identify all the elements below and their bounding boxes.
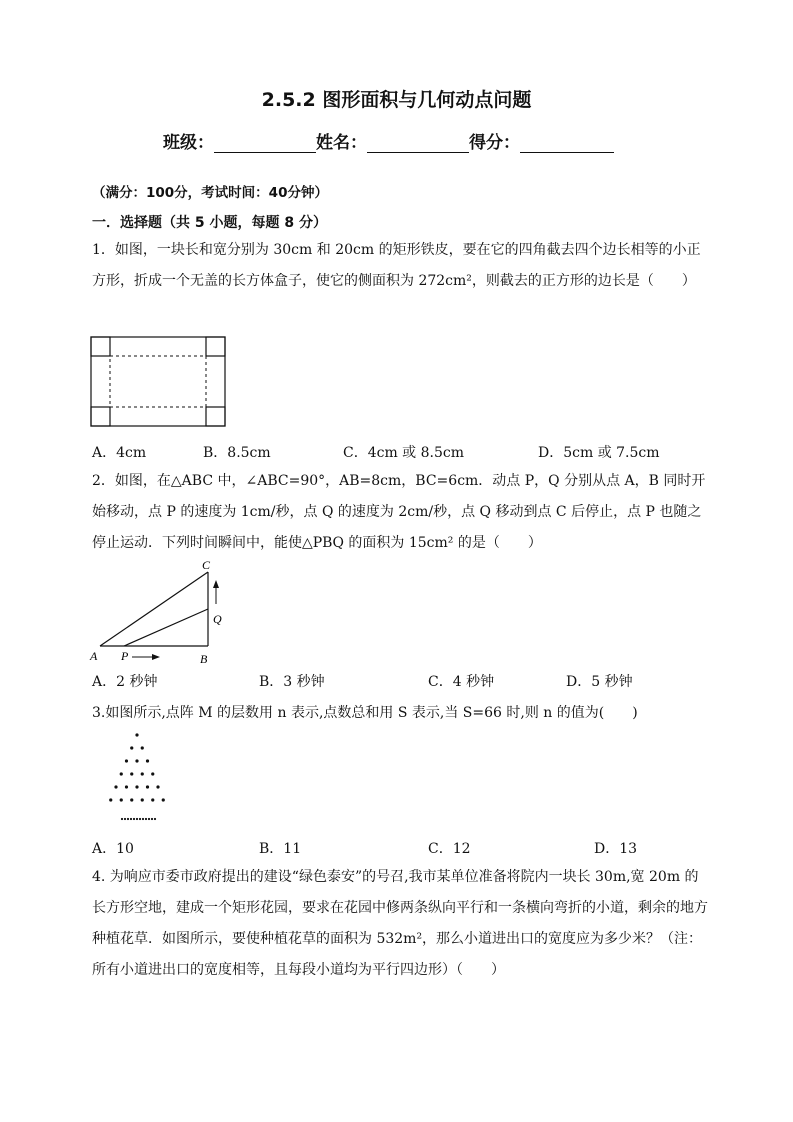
q3-ellipsis-dot (121, 818, 123, 820)
q3-dot (151, 772, 154, 775)
score-label: 得分： (469, 133, 520, 153)
q3-dot (156, 785, 159, 788)
score-blank (520, 132, 614, 153)
q2-segment-pq (124, 609, 208, 646)
q3-option-d: D．13 (594, 841, 638, 857)
q3-ellipsis-dot (136, 818, 138, 820)
q3-dot (135, 785, 138, 788)
q3-option-c: C．12 (428, 841, 471, 857)
q3-dot (120, 772, 123, 775)
q3-dot (135, 759, 138, 762)
q1-corner-square (91, 407, 110, 426)
q1-corner-square (206, 337, 225, 356)
question-3-text: 3.如图所示,点阵 M 的层数用 n 表示,点数总和用 S 表示,当 S=66 时,则 n 的值为( ) (92, 705, 638, 721)
class-blank (214, 132, 316, 153)
q3-dot (141, 772, 144, 775)
q3-ellipsis-dot (124, 818, 126, 820)
q3-dot (162, 798, 165, 801)
q1-option-d: D．5cm 或 7.5cm (538, 445, 660, 461)
q3-dot-array-figure (90, 730, 190, 826)
q2-triangle-figure (88, 556, 238, 668)
q1-sheet-outline (91, 337, 225, 426)
question-1-text: 1．如图，一块长和宽分别为 30cm 和 20cm 的矩形铁皮，要在它的四角截去四个边长相等的小正方形，折成一个无盖的长方体盒子，使它的侧面积为 272cm²，则截去的正方形的边长是（ ） (92, 242, 701, 289)
q3-option-a: A．10 (92, 841, 134, 857)
q3-dot (114, 785, 117, 788)
q3-ellipsis-dot (148, 818, 150, 820)
q3-ellipsis-dot (151, 818, 153, 820)
q2-label-q: Q (213, 612, 222, 626)
q1-rectangle-figure (90, 336, 228, 428)
q3-ellipsis-dot (142, 818, 144, 820)
q3-dot (146, 759, 149, 762)
q3-ellipsis-dot (154, 818, 156, 820)
q3-option-b: B．11 (259, 841, 302, 857)
q2-option-c: C．4 秒钟 (428, 674, 495, 690)
q3-dot (125, 759, 128, 762)
q3-ellipsis-dot (130, 818, 132, 820)
student-info-line (163, 128, 614, 153)
q3-dot (130, 798, 133, 801)
q2-label-a: A (90, 649, 98, 663)
question-4-text: 4. 为响应市委市政府提出的建设“绿色泰安”的号召,我市某单位准备将院内一块长 30m,宽 20m 的长方形空地，建成一个矩形花园，要求在花园中修两条纵向平行和一条横向弯折的小道，剩余的地方种植花草．如图所示，要使种植花草的面积为 532m²，那么小道进出口的宽度应为多少米？（注：所有小道进出口的宽度相等，且每段小道均为平行四边形）（ ） (92, 869, 708, 978)
q3-dot (141, 746, 144, 749)
q2-label-c: C (202, 558, 211, 572)
q3-dot (146, 785, 149, 788)
name-label: 姓名： (316, 133, 367, 153)
page-title: 2.5.2 图形面积与几何动点问题 (261, 89, 532, 111)
q2-side-ac (100, 572, 208, 646)
q3-ellipsis-dot (133, 818, 135, 820)
question-2-text: 2．如图，在△ABC 中，∠ABC=90°，AB=8cm，BC=6cm．动点 P，Q 分别从点 A，B 同时开始移动，点 P 的速度为 1cm/秒，点 Q 的速度为 2cm/秒，点 Q 移动到点 C 后停止，点 P 也随之停止运动．下列时间瞬间中，能使△PBQ 的面积为 15cm² 的是（ ） (92, 473, 706, 551)
name-blank (367, 132, 469, 153)
q2-label-p: P (121, 649, 129, 663)
q3-dot (135, 733, 138, 736)
exam-meta: （满分：100分，考试时间：40分钟） (92, 185, 328, 201)
q2-option-d: D．5 秒钟 (566, 674, 633, 690)
q3-dot (151, 798, 154, 801)
q3-dot (109, 798, 112, 801)
q1-fold-lines (110, 356, 206, 407)
q3-ellipsis-dot (127, 818, 129, 820)
q1-option-a: A．4cm (92, 445, 147, 461)
q1-option-b: B．8.5cm (203, 445, 271, 461)
q3-dot (141, 798, 144, 801)
q2-arrow-q-head (213, 580, 219, 588)
q2-label-b: B (200, 652, 208, 666)
class-label: 班级： (163, 133, 214, 153)
q1-option-c: C．4cm 或 8.5cm (343, 445, 465, 461)
q3-dot (130, 746, 133, 749)
section-heading: 一．选择题（共 5 小题，每题 8 分） (92, 215, 327, 231)
q1-corner-square (206, 407, 225, 426)
q3-ellipsis-dot (145, 818, 147, 820)
q3-dot (120, 798, 123, 801)
q2-option-b: B．3 秒钟 (259, 674, 325, 690)
q3-dot (125, 785, 128, 788)
q1-corner-square (91, 337, 110, 356)
q3-dot (130, 772, 133, 775)
q2-option-a: A．2 秒钟 (92, 674, 158, 690)
q2-arrow-p-head (152, 654, 160, 660)
q3-ellipsis-dot (139, 818, 141, 820)
